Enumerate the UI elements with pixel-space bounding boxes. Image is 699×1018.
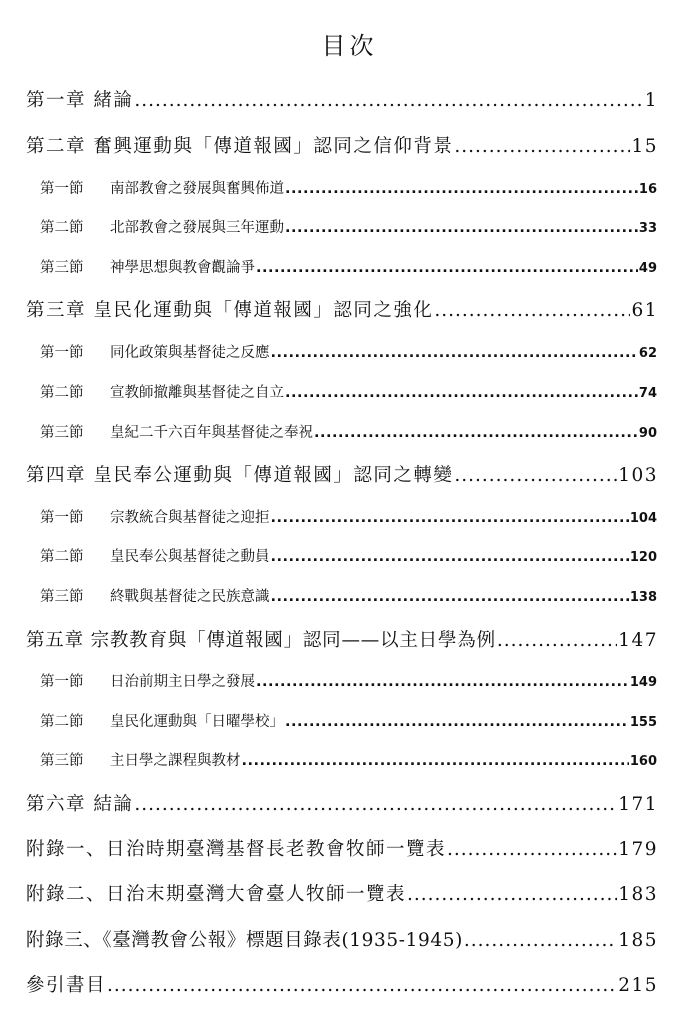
toc-section[interactable]	[40, 749, 657, 770]
chapter-label: 第四章 皇民奉公運動與「傳道報國」認同之轉變	[26, 465, 454, 486]
section-number: 第三節	[40, 260, 84, 276]
page-number: 147	[618, 630, 658, 651]
section-number: 第二節	[40, 549, 84, 565]
section-number: 第三節	[40, 425, 84, 441]
toc-appendix-2[interactable]	[26, 880, 658, 906]
toc-chapter-1[interactable]	[26, 86, 658, 112]
section-label: 終戰與基督徒之民族意識	[110, 589, 270, 605]
section-number: 第二節	[40, 220, 84, 236]
leader-dots	[464, 930, 617, 951]
page-number: 15	[631, 136, 658, 157]
toc-section[interactable]	[40, 381, 657, 402]
toc-section[interactable]	[40, 177, 657, 198]
page-number: 104	[629, 511, 657, 526]
leader-dots	[497, 630, 617, 651]
section-label: 宣教師撤離與基督徒之自立	[110, 385, 284, 401]
toc-section[interactable]	[40, 545, 657, 566]
section-number: 第三節	[40, 753, 84, 769]
leader-dots	[447, 839, 617, 860]
page-number: 103	[618, 465, 658, 486]
section-number: 第二節	[40, 385, 84, 401]
leader-dots	[454, 465, 617, 486]
chapter-label: 第一章 緒論	[26, 90, 134, 111]
leader-dots	[134, 794, 617, 815]
toc-chapter-4[interactable]	[26, 461, 658, 487]
toc-section[interactable]	[40, 670, 657, 691]
toc-section[interactable]	[40, 710, 657, 731]
page-title: 目次	[321, 32, 378, 60]
section-label: 北部教會之發展與三年運動	[110, 220, 284, 236]
leader-dots	[242, 753, 629, 769]
leader-dots	[285, 181, 638, 197]
leader-dots	[107, 975, 617, 996]
leader-dots	[285, 714, 629, 730]
appendix-label: 附錄二、日治末期臺灣大會臺人牧師一覽表	[26, 884, 407, 905]
section-label: 神學思想與教會觀論爭	[110, 260, 255, 276]
page-number: 61	[631, 300, 658, 321]
leader-dots	[271, 549, 629, 565]
section-label: 主日學之課程與教材	[110, 753, 241, 769]
leader-dots	[271, 589, 629, 605]
toc-chapter-2[interactable]	[26, 132, 658, 158]
toc-section[interactable]	[40, 421, 657, 442]
leader-dots	[271, 510, 629, 526]
leader-dots	[407, 884, 617, 905]
section-label: 皇民奉公與基督徒之動員	[110, 549, 270, 565]
toc-section[interactable]	[40, 341, 657, 362]
chapter-label: 第五章 宗教教育與「傳道報國」認同——以主日學為例	[26, 630, 496, 651]
section-number: 第一節	[40, 345, 84, 361]
toc-section[interactable]	[40, 256, 657, 277]
toc-section[interactable]	[40, 585, 657, 606]
page-number: 215	[618, 975, 658, 996]
chapter-label: 第三章 皇民化運動與「傳道報國」認同之強化	[26, 300, 434, 321]
page-number: 155	[629, 715, 657, 730]
appendix-label: 附錄三、《臺灣教會公報》標題目錄表(1935-1945)	[26, 930, 463, 951]
page-number: 16	[638, 182, 657, 197]
toc-appendix-3[interactable]	[26, 926, 658, 952]
page-number: 179	[618, 839, 658, 860]
leader-dots	[256, 260, 638, 276]
leader-dots	[434, 300, 630, 321]
section-label: 同化政策與基督徒之反應	[110, 345, 270, 361]
chapter-label: 第六章 結論	[26, 794, 134, 815]
toc-chapter-5[interactable]	[26, 626, 658, 652]
leader-dots	[256, 674, 629, 690]
page-number: 62	[638, 346, 657, 361]
appendix-label: 附錄一、日治時期臺灣基督長老教會牧師一覽表	[26, 839, 447, 860]
section-label: 日治前期主日學之發展	[110, 674, 255, 690]
leader-dots	[285, 385, 638, 401]
page-number: 120	[629, 550, 657, 565]
section-number: 第二節	[40, 714, 84, 730]
page-number: 1	[644, 90, 658, 111]
section-number: 第一節	[40, 674, 84, 690]
section-label: 南部教會之發展與奮興佈道	[110, 181, 284, 197]
toc-chapter-6[interactable]	[26, 790, 658, 816]
section-label: 皇民化運動與「日曜學校」	[110, 714, 284, 730]
toc-section[interactable]	[40, 216, 657, 237]
toc-section[interactable]	[40, 506, 657, 527]
references-label: 參引書目	[26, 975, 107, 996]
leader-dots	[314, 425, 638, 441]
leader-dots	[285, 220, 638, 236]
page-number: 185	[618, 930, 658, 951]
page-number: 138	[629, 590, 657, 605]
page-number: 49	[638, 261, 657, 276]
section-label: 皇紀二千六百年與基督徒之奉祝	[110, 425, 313, 441]
toc-references[interactable]	[26, 971, 658, 997]
toc-appendix-1[interactable]	[26, 835, 658, 861]
toc-chapter-3[interactable]	[26, 296, 658, 322]
page-number: 160	[629, 754, 657, 769]
section-number: 第一節	[40, 510, 84, 526]
page-number: 183	[618, 884, 658, 905]
page-number: 33	[638, 221, 657, 236]
page-number: 74	[638, 386, 657, 401]
page-number: 149	[629, 675, 657, 690]
section-number: 第一節	[40, 181, 84, 197]
leader-dots	[271, 345, 638, 361]
leader-dots	[454, 136, 630, 157]
leader-dots	[134, 90, 643, 111]
page-number: 171	[618, 794, 658, 815]
chapter-label: 第二章 奮興運動與「傳道報國」認同之信仰背景	[26, 136, 454, 157]
page-number: 90	[638, 426, 657, 441]
section-number: 第三節	[40, 589, 84, 605]
section-label: 宗教統合與基督徒之迎拒	[110, 510, 270, 526]
